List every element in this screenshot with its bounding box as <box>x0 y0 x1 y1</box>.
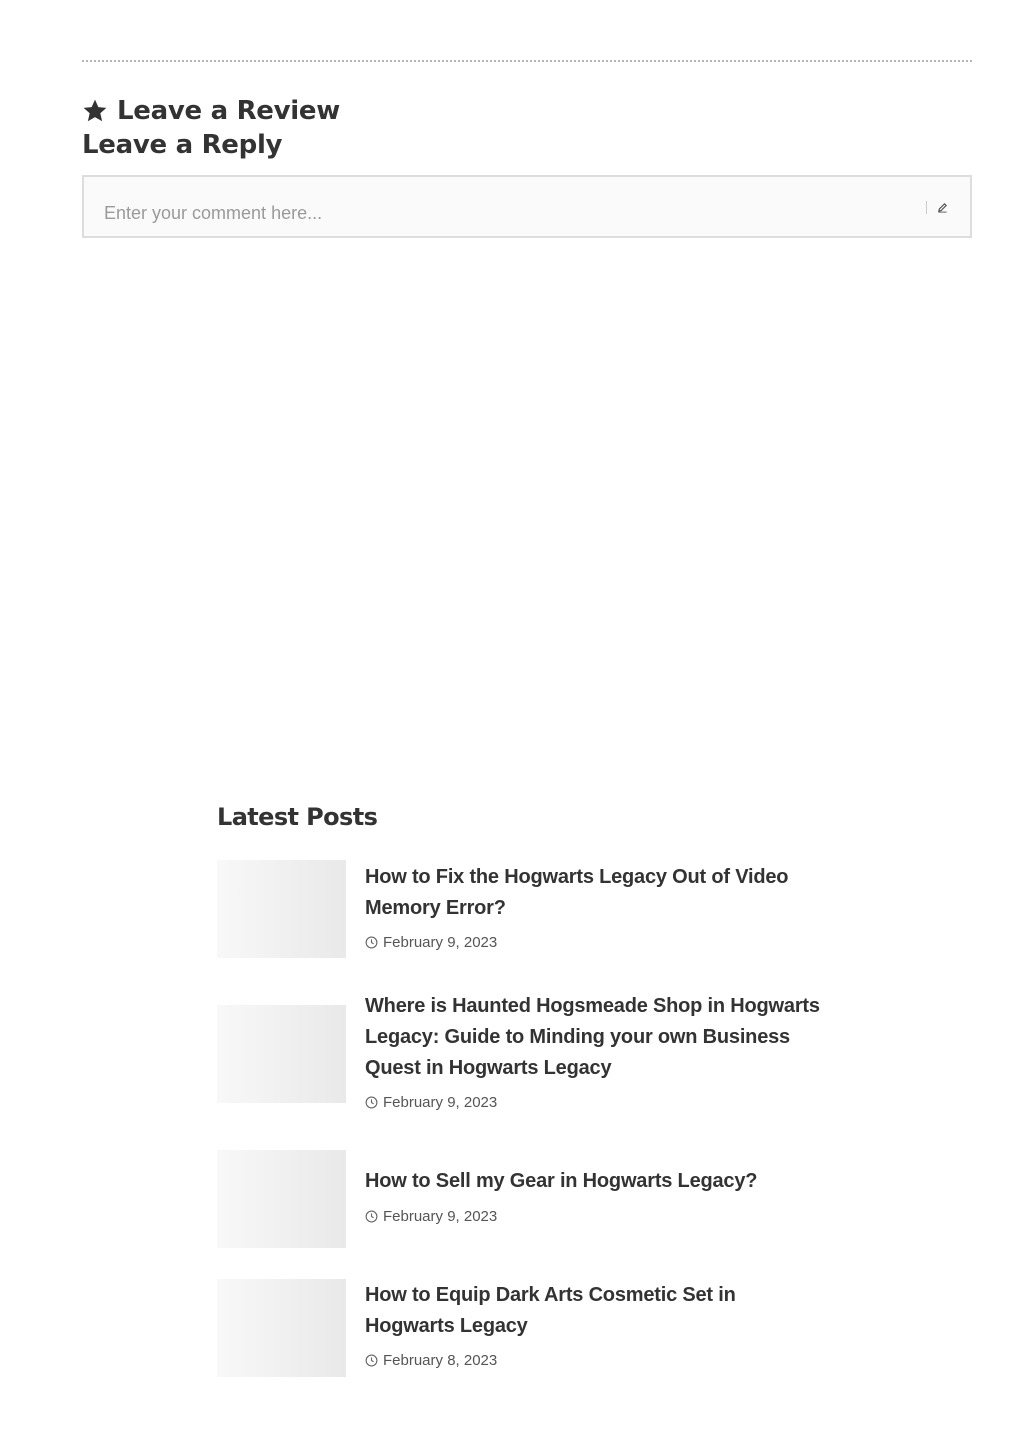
post-title-link[interactable]: How to Equip Dark Arts Cosmetic Set in Hogwarts Legacy <box>365 1284 736 1337</box>
post-date <box>365 1207 497 1225</box>
post-date <box>365 1351 497 1369</box>
post-title-link[interactable]: Where is Haunted Hogsmeade Shop in Hogwarts Legacy: Guide to Minding your own Business Quest in Hogwarts Legacy <box>365 995 820 1079</box>
post-title-link[interactable]: How to Fix the Hogwarts Legacy Out of Video Memory Error? <box>365 866 789 919</box>
post-thumbnail[interactable] <box>217 1279 346 1377</box>
clock-icon <box>365 1354 378 1367</box>
comment-edit-separator <box>926 201 927 214</box>
clock-icon <box>365 1096 378 1109</box>
comment-placeholder: Enter your comment here... <box>104 203 323 223</box>
post-title-link[interactable]: How to Sell my Gear in Hogwarts Legacy? <box>365 1170 758 1192</box>
post-thumbnail[interactable] <box>217 1005 346 1103</box>
post-thumbnail[interactable] <box>217 1150 346 1248</box>
comment-edit-control[interactable] <box>926 199 952 215</box>
clock-icon <box>365 936 378 949</box>
post-date <box>365 933 497 951</box>
post-date <box>365 1093 497 1111</box>
post-date-text: February 8, 2023 <box>383 1351 498 1369</box>
leave-review-label: Leave a Review <box>117 96 340 126</box>
star-icon <box>82 98 108 124</box>
clock-icon <box>365 1210 378 1223</box>
post-thumbnail[interactable] <box>217 860 346 958</box>
latest-posts-title: Latest Posts <box>217 803 378 831</box>
section-divider <box>82 60 972 62</box>
leave-reply-heading: Leave a Reply <box>82 130 283 160</box>
comment-input[interactable] <box>82 175 972 238</box>
leave-review-heading <box>82 94 340 128</box>
post-date-text: February 9, 2023 <box>383 933 498 951</box>
post-date-text: February 9, 2023 <box>383 1093 498 1111</box>
pencil-icon <box>937 202 948 213</box>
post-date-text: February 9, 2023 <box>383 1207 498 1225</box>
